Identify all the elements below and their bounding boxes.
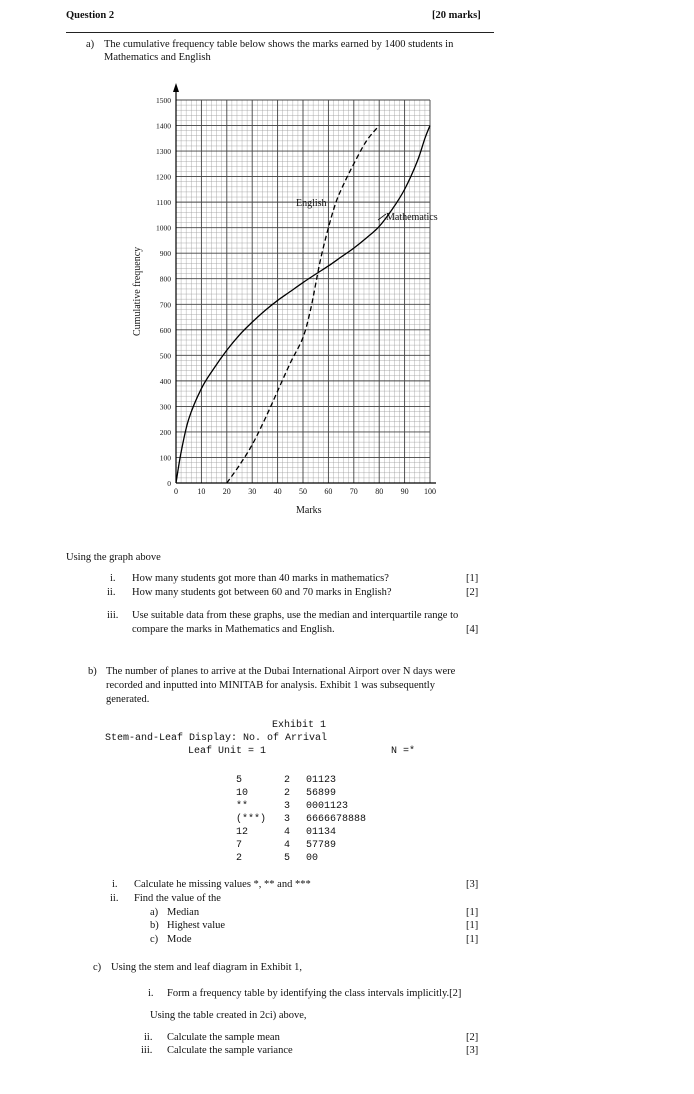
sl-depth: 10 [236, 788, 249, 799]
y-tick-label: 1100 [156, 198, 171, 208]
y-tick-label: 1500 [156, 96, 171, 105]
sl-depth: 7 [236, 840, 243, 851]
b-sub-a-label: a) [150, 907, 159, 918]
x-tick-label: 50 [299, 487, 307, 496]
x-tick-label: 80 [375, 487, 384, 496]
a-q3-marks: [4] [466, 624, 479, 635]
b-sub-b-marks: [1] [466, 920, 479, 931]
c-q1-text: Form a frequency table by identifying the class intervals implicitly.[2] [167, 988, 462, 999]
part-c-intro: Using the stem and leaf diagram in Exhibit 1, [111, 962, 302, 973]
sl-leaves: 01123 [306, 775, 337, 786]
sl-depth: 5 [236, 775, 243, 786]
sl-depth: (***) [236, 814, 267, 825]
b-q1-num: i. [112, 879, 118, 890]
a-q2-text: How many students got between 60 and 70 marks in English? [132, 587, 392, 598]
b-q1-text: Calculate he missing values *, ** and *** [134, 879, 311, 890]
y-tick-label: 200 [159, 427, 171, 437]
sl-leaves: 00 [306, 853, 319, 864]
question-marks: [20 marks] [432, 10, 481, 21]
x-tick-label: 0 [174, 487, 178, 496]
y-tick-label: 500 [159, 351, 171, 361]
x-axis-label: Marks [296, 505, 322, 516]
b-sub-b-label: b) [150, 920, 159, 931]
b-q2-num: ii. [110, 893, 119, 904]
axes [173, 83, 436, 483]
part-c-label: c) [93, 962, 102, 973]
x-tick-label: 40 [273, 487, 282, 496]
y-tick-label: 900 [159, 249, 171, 259]
n-label: N =* [391, 746, 416, 757]
y-tick-label: 100 [159, 453, 171, 463]
sl-depth: 2 [236, 853, 243, 864]
y-tick-labels [156, 96, 171, 488]
y-tick-label: 300 [159, 402, 171, 412]
sl-stem: 3 [284, 814, 291, 825]
b-q2-text: Find the value of the [134, 893, 221, 904]
b-q1-marks: [3] [466, 879, 479, 890]
sl-leaves: 6666678888 [306, 814, 367, 825]
part-b-line1: The number of planes to arrive at the Dubai International Airport over N days were [106, 666, 456, 677]
y-tick-label: 600 [159, 325, 171, 335]
sl-stem: 4 [284, 840, 291, 851]
c-q2-num: ii. [144, 1032, 153, 1043]
a-q3-num: iii. [107, 610, 119, 621]
a-q2-num: ii. [107, 587, 116, 598]
b-sub-a-marks: [1] [466, 907, 479, 918]
y-tick-label: 1000 [156, 223, 171, 233]
leaf-unit: Leaf Unit = 1 [188, 746, 267, 757]
stem-leaf-title: Stem-and-Leaf Display: No. of Arrival [105, 733, 328, 744]
y-tick-label: 0 [167, 479, 171, 488]
x-tick-label: 10 [197, 487, 206, 496]
sl-stem: 2 [284, 775, 291, 786]
b-sub-c-label: c) [150, 934, 159, 945]
a-q1-text: How many students got more than 40 marks in mathematics? [132, 573, 389, 584]
y-tick-label: 800 [159, 274, 171, 284]
b-sub-c-text: Mode [167, 934, 192, 945]
using-graph-text: Using the graph above [66, 552, 161, 563]
y-tick-label: 700 [159, 300, 171, 310]
a-q3-text2: compare the marks in Mathematics and English. [132, 624, 335, 635]
c-using-text: Using the table created in 2ci) above, [150, 1010, 307, 1021]
c-q3-marks: [3] [466, 1045, 479, 1056]
major-grid [176, 100, 430, 483]
part-b-line2: recorded and inputted into MINITAB for analysis. Exhibit 1 was subsequently [106, 680, 435, 691]
b-sub-b-text: Highest value [167, 920, 226, 931]
exhibit-title: Exhibit 1 [272, 720, 327, 731]
annotation-english: English [296, 198, 327, 209]
x-tick-labels [174, 487, 436, 496]
sl-depth: 12 [236, 827, 249, 838]
y-tick-label: 400 [159, 376, 171, 386]
sl-stem: 2 [284, 788, 291, 799]
x-tick-label: 100 [424, 487, 436, 496]
c-q3-num: iii. [141, 1045, 153, 1056]
sl-leaves: 56899 [306, 788, 337, 799]
a-q1-num: i. [110, 573, 116, 584]
part-a-intro-line2: Mathematics and English [104, 52, 211, 63]
c-q2-marks: [2] [466, 1032, 479, 1043]
part-b-label: b) [88, 666, 97, 677]
x-tick-label: 90 [400, 487, 409, 496]
part-b-line3: generated. [106, 694, 150, 705]
b-sub-a-text: Median [167, 907, 200, 918]
sl-depth: ** [236, 801, 249, 812]
y-tick-label: 1200 [156, 172, 171, 182]
c-q3-text: Calculate the sample variance [167, 1045, 293, 1056]
c-q1-num: i. [148, 988, 154, 999]
c-q2-text: Calculate the sample mean [167, 1032, 280, 1043]
y-axis-arrow [173, 83, 179, 92]
a-q1-marks: [1] [466, 573, 479, 584]
sl-stem: 4 [284, 827, 291, 838]
b-sub-c-marks: [1] [466, 934, 479, 945]
sl-stem: 3 [284, 801, 291, 812]
question-title: Question 2 [66, 10, 115, 21]
x-tick-label: 30 [248, 487, 257, 496]
y-axis-label: Cumulative frequency [132, 246, 143, 336]
x-tick-label: 70 [349, 487, 358, 496]
y-tick-label: 1300 [156, 147, 171, 157]
annotation-mathematics: Mathematics [386, 212, 438, 223]
sl-stem: 5 [284, 853, 291, 864]
part-a-intro-line1: The cumulative frequency table below shows the marks earned by 1400 students in [104, 39, 454, 50]
part-a-label: a) [86, 39, 95, 50]
sl-leaves: 0001123 [306, 801, 349, 812]
x-tick-label: 20 [222, 487, 231, 496]
a-q2-marks: [2] [466, 587, 479, 598]
y-tick-label: 1400 [156, 121, 171, 131]
sl-leaves: 57789 [306, 840, 337, 851]
x-tick-label: 60 [324, 487, 333, 496]
cumulative-frequency-chart [0, 0, 694, 530]
a-q3-text: Use suitable data from these graphs, use the median and interquartile range to [132, 610, 459, 621]
sl-leaves: 01134 [306, 827, 337, 838]
